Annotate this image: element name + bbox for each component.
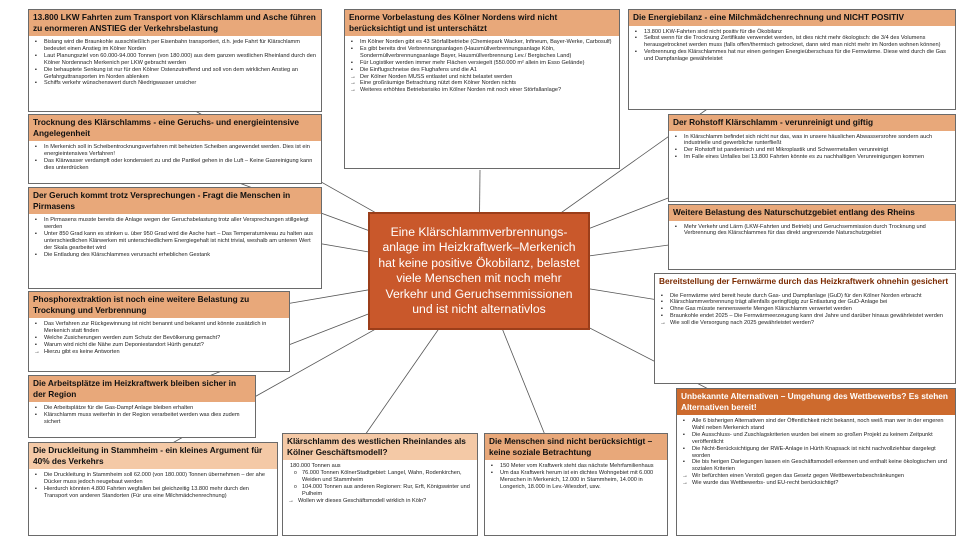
list-item: ▪ Das Klärwasser verdampft oder kondensiert zu und die Partikel gehen in die Luft – Keine Gasreinigung kann dies unterdrücken [44, 158, 317, 172]
list-item: ▪ Hierdurch könnten 4.800 Fahrten wegfallen bei gleichzeitig 13.800 mehr durch den Transport von anderen Standorten (Für uns eine Milchmädchenrechnung) [44, 486, 273, 500]
list-item: ▪ In Klärschlamm befindet sich nicht nur das, was in unsere häuslichen Abwassersrohre sondern auch industrielle und gewerbliche runterfließt [684, 134, 951, 148]
box-list [29, 141, 321, 174]
list-item: → Der Kölner Norden MUSS entlastet und nicht belastet werden [360, 74, 615, 81]
box-geruch [28, 187, 322, 289]
list-item: ▪ Die Ausschluss- und Zuschlagskriterien wurden bei einem so großen Projekt zu keinem Zeitpunkt veröffentlicht [692, 432, 951, 446]
box-title: Die Energiebilanz - eine Milchmädchenrechnung und NICHT POSITIV [629, 10, 955, 26]
list-item: ▪ In Merkenich soll in Scheibentrocknungsverfahren mit beheizten Scheiben angewendet werden. Dies ist ein energieintensives Verfahren! [44, 144, 317, 158]
box-list [29, 469, 277, 502]
list-item: → Weiteres erhöhtes Betriebsrisiko im Kölner Norden mit noch einer Störfallanlage? [360, 87, 615, 94]
box-list [669, 131, 955, 164]
list-item: ▪ Es gibt bereits drei Verbrennungsanlagen (Hausmüllverbrennungsanlage Köln, Sondermüllverbrennungsanlage Bayer, Hausmüllverbrennung Lev./ Bergisches Land) [360, 46, 615, 60]
box-list [655, 290, 955, 330]
list-item: ▪ Schiffs verkehr wünschenswert durch Niedrigwasser unsicher [44, 80, 317, 87]
list-item: ▪ Warum wird nicht die Nähe zum Deponiestandort Hürth genutzt? [44, 342, 285, 349]
box-lkw-transport [28, 9, 322, 112]
box-vorbelastung [344, 9, 620, 169]
box-title: Der Geruch kommt trotz Versprechungen - Fragt die Menschen in Pirmasens [29, 188, 321, 214]
list-item: ▪ Unter 850 Grad kann es stinken u. über 950 Grad wird die Asche hart – Das Temperaturniveau zu halten aus unterschiedlichen Klärwerken mit unterschiedlichem Energiegehalt ist nicht trivial, weshalb am unteren Wert der Skala gearbeitet wird [44, 231, 317, 252]
list-item: ▪ Welche Zusicherungen werden zum Schutz der Bevölkerung gemacht? [44, 335, 285, 342]
central-statement-text: Eine Klärschlammverbrennungs-anlage im Heizkraftwerk–Merkenich hat keine positive Ökobilanz, belastet viele Menschen mit noch mehr Verkehr und Geruchsemmissionen und ist nicht alternativlos [378, 224, 580, 316]
list-item: → Wir befürchten einen Verstoß gegen das Gesetz gegen Wettbewerbsbeschränkungen [692, 473, 951, 480]
box-list [283, 460, 477, 506]
box-trocknung [28, 114, 322, 184]
list-item: o 76.000 Tonnen KölnerStadtgebiet: Langel, Wahn, Rodenkirchen, Weiden und Stammheim [302, 470, 473, 484]
list-item: ▪ In Pirmasens musste bereits die Anlage wegen der Geruchsbelastung trotz aller Versprechungen stillgelegt werden [44, 217, 317, 231]
list-item: ▪ Die Nicht-Berücksichtigung der RWE-Anlage in Hürth Knapsack ist nicht nachvollziehbar dargelegt worden [692, 446, 951, 460]
box-menschen [484, 433, 668, 536]
box-title: Die Arbeitsplätze im Heizkraftwerk bleiben sicher in der Region [29, 376, 255, 402]
list-item: → Hierzu gibt es keine Antworten [44, 349, 285, 356]
list-item: → Wollen wir dieses Geschäftsmodell wirklich in Köln? [298, 498, 473, 505]
list-item: ▪ 13.800 LKW-Fahrten sind nicht positiv für die Ökobilanz [644, 29, 951, 36]
list-item: → Wie soll die Versorgung nach 2025 gewährleistet werden? [670, 320, 951, 327]
list-item: ▪ Der Rohstoff ist pandemisch und mit Mikroplastik und Schwermetallen verunreinigt [684, 147, 951, 154]
box-title: Phosphorextraktion ist noch eine weitere Belastung zu Trocknung und Verbrennung [29, 292, 289, 318]
box-list [29, 214, 321, 260]
list-item: ▪ Um das Kraftwerk herum ist ein dichtes Wohngebiet mit 6.000 Menschen in Merkenich, 12.000 in Stammheim, 14.000 in Longerich, 18.000 in Lev.-Wiesdorf, usw. [500, 470, 663, 491]
list-item: ▪ Die Fernwärme wird bereit heute durch Gas- und Dampfanlage (GuD) für den Kölner Norden erbracht [670, 293, 951, 300]
list-item: ▪ Klärschlamm muss weiterhin in der Region verarbeitet werden was dies zudem sichert [44, 412, 251, 426]
box-title: Enorme Vorbelastung des Kölner Nordens wird nicht berücksichtigt und ist unterschätzt [345, 10, 619, 36]
list-item: ▪ Im Falle eines Unfalles bei 13.800 Fahrten könnte es zu nachhaltigen Verunreinigungen kommen [684, 154, 951, 161]
list-item: ▪ Die Entladung des Klärschlammes verursacht erheblichen Gestank [44, 252, 317, 259]
box-title: Trocknung des Klärschlamms - eine Geruchs- und energieintensive Angelegenheit [29, 115, 321, 141]
box-list [677, 415, 955, 489]
list-item: ▪ Die Arbeitsplätze für die Gas-Dampf Anlage bleiben erhalten [44, 405, 251, 412]
list-item: 180.000 Tonnen aus [290, 463, 341, 469]
box-list [29, 36, 321, 89]
box-title: 13.800 LKW Fahrten zum Transport von Klärschlamm und Asche führen zu enormeren ANSTIEG der Verkehrsbelastung [29, 10, 321, 36]
list-item: → Eine großräumige Betrachtung nützt dem Kölner Norden nichts [360, 80, 615, 87]
list-item: → Wie wurde das Wettbewerbs- und EU-recht berücksichtigt? [692, 480, 951, 487]
list-item: ▪ Selbst wenn für die Trocknung Zertifikate verwendet werden, ist dies nicht mehr ökologisch: die 3/4 des Volumens herausgetrocknet werden muss (falls offen/thermisch getrocknet, dann wird man nicht mehr im Norden wohnen können) [644, 35, 951, 49]
box-title: Die Menschen sind nicht berücksichtigt – keine soziale Betrachtung [485, 434, 667, 460]
box-list [669, 221, 955, 240]
central-statement [368, 212, 590, 330]
list-item: ▪ Mehr Verkehr und Lärm (LKW-Fahrten und Betrieb) und Geruchsemmission durch Trocknung und Verbrennung des Klärschlammes für das direkt angrenzende Naturschutzgebiet [684, 224, 951, 238]
box-arbeitsplaetze [28, 375, 256, 438]
list-item: ▪ Verbrennung des Klärschlammes hat nur einen geringen Energieüberschuss für die Fernwärme. Diese wird durch die Gas und Dampfanlage gewährleistet [644, 49, 951, 63]
box-rohstoff [668, 114, 956, 202]
list-item: ▪ Das Verfahren zur Rückgewinnung ist nicht benannt und bekannt und könnte zusätzlich in Merkenich statt finden [44, 321, 285, 335]
box-naturschutz [668, 204, 956, 270]
box-alternativen [676, 388, 956, 536]
box-list [485, 460, 667, 493]
list-item: ▪ Laut Planungsziel von 60.000-94.000 Tonnen (von 180.000) aus dem ganzen westlichen Rheinland durch den Kölner Nordennach Merkenich per LKW gebracht werden [44, 53, 317, 67]
list-item: ▪ Die bis herigen Darlegungen lassen ein Geschäftsmodell erkennen und enthalt keine ökologischen und sozialen Kriterien [692, 459, 951, 473]
box-phosphor [28, 291, 290, 372]
list-item: ▪ Bislang wird die Braunkohle ausschließlich per Eisenbahn transportiert, d.h. jede Fahrt für Klärschlamm bedeutet einen Anstieg im Kölner Norden [44, 39, 317, 53]
box-fernwaerme [654, 273, 956, 384]
list-item: ▪ Für Logistiker werden immer mehr Flächen versiegelt (550.000 m² allein im Esso Gelände) [360, 60, 615, 67]
box-title: Der Rohstoff Klärschlamm - verunreinigt und giftig [669, 115, 955, 131]
box-title: Klärschlamm des westlichen Rheinlandes als Kölner Geschäftsmodell? [283, 434, 477, 460]
list-item: o 104.000 Tonnen aus anderen Regionen: Rur, Erft, Königswinter und Pulheim [302, 484, 473, 498]
list-item: ▪ 150 Meter vom Kraftwerk steht das nächste Mehrfamilienhaus [500, 463, 663, 470]
box-title: Bereitstellung der Fernwärme durch das Heizkraftwerk ohnehin gesichert [655, 274, 955, 290]
box-list [629, 26, 955, 66]
list-item: ▪ Ohne Gas müsste nennenswerte Mengen Klärschlamm verwertet werden [670, 306, 951, 313]
box-list [29, 318, 289, 358]
list-item: ▪ Alle 6 bisherigen Alternativen sind der Öffentlichkeit nicht bekannt, noch weiß man wer in der engeren Wahl neben Merkenich stand [692, 418, 951, 432]
list-item: ▪ Klärschlammverbrennung trägt allenfalls geringfügig zur Entlastung der GuD-Anlage bei [670, 299, 951, 306]
list-item: ▪ Die Druckleitung in Stammheim soll 62.000 (von 180.000) Tonnen übernehmen – der ahe Dücker muss jedoch neugebaut werden [44, 472, 273, 486]
list-item: ▪ Die Einflugschneise des Flughafens und die A1 [360, 67, 615, 74]
box-geschaeftsmodell [282, 433, 478, 536]
list-item: ▪ Die behauptete Senkung ist nur für den Kölner Ostenzutreffend und soll von dem wirklichen Anstieg an Gefahrguttransporten im Norden ablenken [44, 67, 317, 81]
box-energiebilanz [628, 9, 956, 110]
list-item: ▪ Im Kölner Norden gibt es 43 Störfallbetriebe (Chemiepark Wacker, Infineum, Bayer-Werke, Carbosulf) [360, 39, 615, 46]
box-title: Unbekannte Alternativen – Umgehung des Wettbewerbs? Es stehen Alternativen bereit! [677, 389, 955, 415]
box-title: Die Druckleitung in Stammheim - ein kleines Argument für 40% des Verkehrs [29, 443, 277, 469]
box-list [29, 402, 255, 428]
list-item: ▪ Braunkohle endet 2025 – Die Fernwärmeerzeugung kann drei Jahre und darüber hinaus gewährleistet werden [670, 313, 951, 320]
box-title: Weitere Belastung des Naturschutzgebiet entlang des Rheins [669, 205, 955, 221]
box-druckleitung [28, 442, 278, 536]
box-list [345, 36, 619, 96]
